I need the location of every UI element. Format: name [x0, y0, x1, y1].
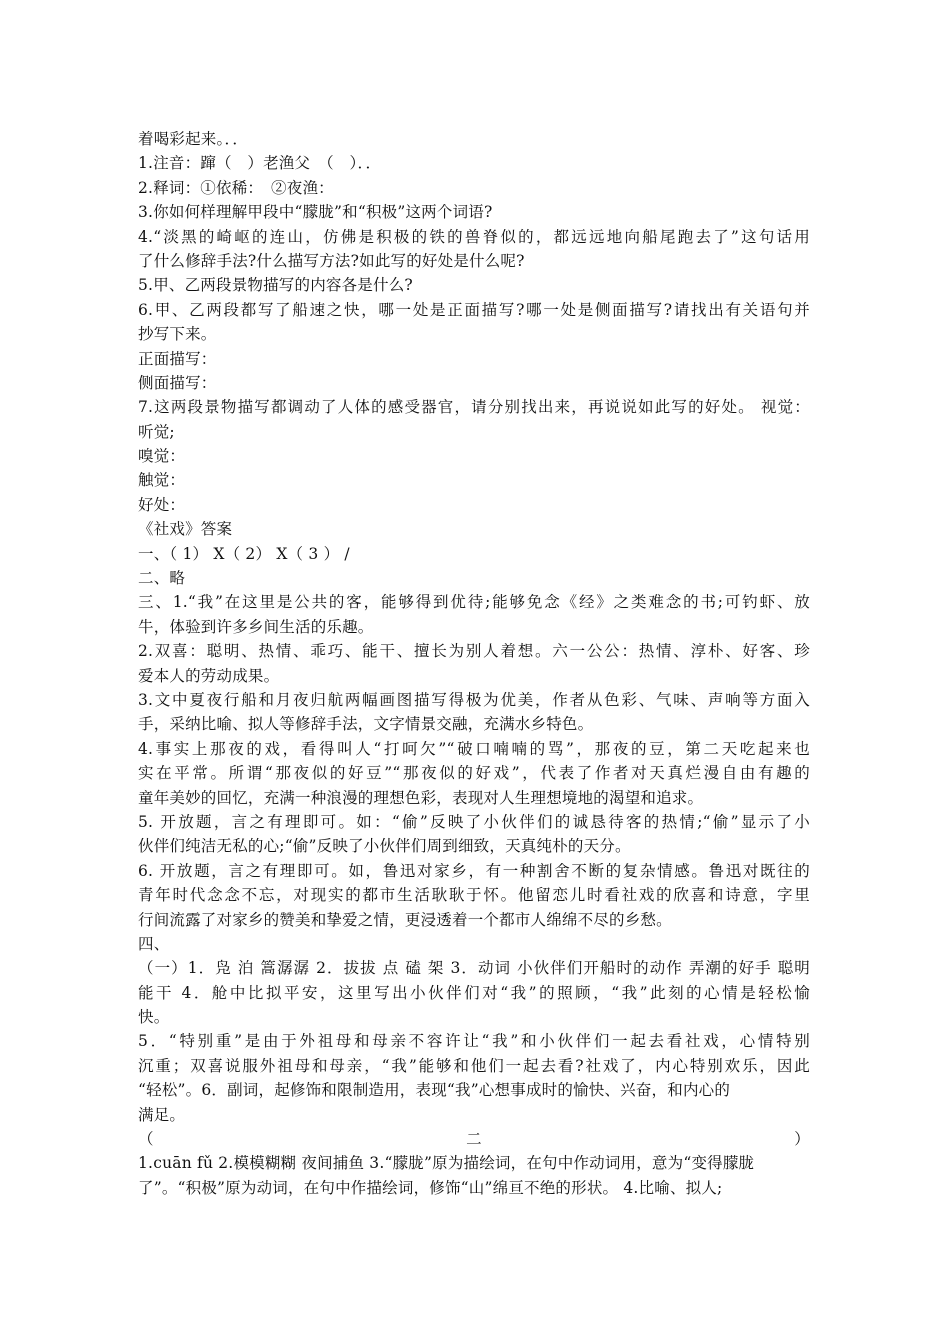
text-line: 一、（ 1） X（ 2） X（ 3 ） /: [138, 544, 350, 563]
document-body: [138, 127, 810, 1200]
text-line: 6.甲、乙两段都写了船速之快，哪一处是正面描写?哪一处是侧面描写?请找出有关语句并: [138, 300, 810, 319]
text-line: 三、1.“我”在这里是公共的客，能够得到优待;能够免念《经》之类难念的书;可钓虾、放: [138, 593, 810, 612]
text-line: 好处：: [138, 495, 186, 514]
text-line: 1.注音：蹿（ ）老渔父 （ ）．．: [138, 154, 382, 173]
text-line: （二）: [138, 1130, 810, 1149]
text-line: 正面描写：: [138, 349, 217, 368]
text-line: 抄写下来。: [138, 325, 217, 344]
text-line: 牛，体验到许多乡间生活的乐趣。: [138, 617, 374, 636]
text-line: 手，采纳比喻、拟人等修辞手法，文字情景交融，充满水乡特色。: [138, 715, 594, 734]
text-line: 嗅觉：: [138, 447, 186, 466]
text-line: 满足。: [138, 1105, 186, 1124]
text-line: 爱本人的劳动成果。: [138, 666, 280, 685]
text-line: 童年美妙的回忆，充满一种浪漫的理想色彩，表现对人生理想境地的渴望和追求。: [138, 788, 704, 807]
text-line: 6. 开放题，言之有理即可。如，鲁迅对家乡，有一种割舍不断的复杂情感。鲁迅对既往的: [138, 861, 810, 880]
text-line: 伙伴们纯洁无私的心;“偷”反映了小伙伴们周到细致，天真纯朴的天分。: [138, 837, 631, 856]
text-line: 2.双喜：聪明、热情、乖巧、能干、擅长为别人着想。六一公公：热情、淳朴、好客、珍: [138, 642, 810, 661]
text-line: 5.甲、乙两段景物描写的内容各是什么?: [138, 276, 413, 295]
text-line: 着喝彩起来。．．: [138, 130, 249, 148]
text-line: 触觉：: [138, 471, 186, 490]
text-line: 7.这两段景物描写都调动了人体的感受器官，请分别找出来，再说说如此写的好处。 视觉：: [138, 398, 810, 417]
text-line: “轻松”。6．副词，起修饰和限制造用，表现“我”心想事成时的愉快、兴奋，和内心的: [138, 1081, 731, 1100]
text-line: 快。: [138, 1008, 170, 1027]
text-line: 2.释词：①依稀： ②夜渔：: [138, 178, 334, 197]
text-line: 青年时代念念不忘，对现实的都市生活耿耿于怀。他留恋儿时看社戏的欣喜和诗意，字里: [138, 886, 810, 905]
text-line: 沉重；双喜说服外祖母和母亲，“我”能够和他们一起去看?社戏了，内心特别欢乐，因此: [138, 1056, 810, 1075]
text-line: 4.事实上那夜的戏，看得叫人“打呵欠”“破口喃喃的骂”，那夜的豆，第二天吃起来也: [138, 739, 810, 758]
text-line: 侧面描写：: [138, 373, 217, 392]
text-line: 4.“淡黑的崎岖的连山，仿佛是积极的铁的兽脊似的，都远远地向船尾跑去了”这句话用: [138, 227, 810, 246]
text-line: 5．“特别重”是由于外祖母和母亲不容许让“我”和小伙伴们一起去看社戏，心情特别: [138, 1032, 810, 1051]
text-line: 了什么修辞手法?什么描写方法?如此写的好处是什么呢?: [138, 251, 525, 270]
text-line: 了”。“积极”原为动词，在句中作描绘词，修饰“山”绵亘不绝的形状。 4.比喻、拟人;: [138, 1178, 723, 1197]
text-line: 1.cuān fǔ 2.模模糊糊 夜间捕鱼 3.“朦胧”原为描绘词，在句中作动词用，意为“变得朦胧: [138, 1154, 755, 1173]
text-line: （一）1．凫 泊 篙潺潺 2．拔拔 点 磕 架 3．动词 小伙伴们开船时的动作 弄潮的好手 聪明: [138, 959, 810, 978]
text-line: 听觉;: [138, 422, 175, 441]
text-line: 四、: [138, 934, 170, 953]
text-line: 实在平常。所谓“那夜似的好豆”“那夜似的好戏”，代表了作者对天真烂漫自由有趣的: [138, 764, 810, 783]
text-line: 3.你如何样理解甲段中“朦胧”和“积极”这两个词语?: [138, 203, 493, 222]
text-line: 行间流露了对家乡的赞美和挚爱之情，更浸透着一个都市人绵绵不尽的乡愁。: [138, 910, 672, 929]
text-line: 5. 开放题，言之有理即可。如：“偷”反映了小伙伴们的诚恳待客的热情;“偷”显示了小: [138, 812, 810, 831]
text-line: 3.文中夏夜行船和月夜归航两幅画图描写得极为优美，作者从色彩、气味、声响等方面入: [138, 690, 810, 709]
text-line: 二、略: [138, 569, 186, 588]
text-line: 能干 4．舱中比拟平安，这里写出小伙伴们对“我”的照顾，“我”此刻的心情是轻松愉: [138, 983, 810, 1002]
text-line: 《社戏》答案: [138, 520, 233, 539]
